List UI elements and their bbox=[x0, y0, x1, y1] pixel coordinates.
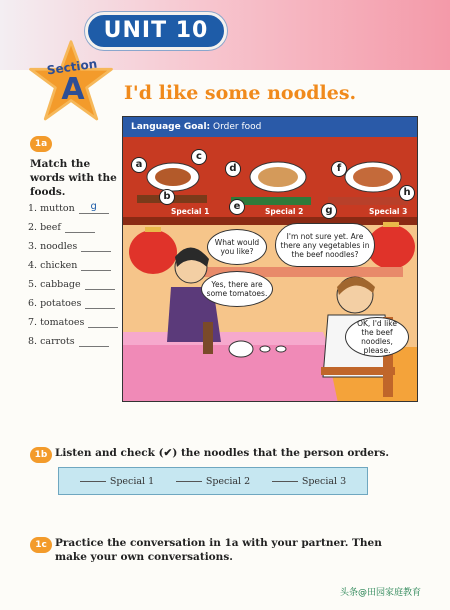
special-label-1: Special 1 bbox=[171, 207, 210, 216]
list-item: 6. potatoes bbox=[28, 290, 128, 309]
option-special-1[interactable]: Special 1 bbox=[80, 476, 154, 487]
answer-blank[interactable]: g bbox=[79, 202, 109, 214]
answer-blank[interactable] bbox=[85, 278, 115, 290]
unit-title: UNIT 10 bbox=[85, 12, 227, 50]
exercise-badge-1b: 1b bbox=[30, 447, 52, 463]
scene-drawing bbox=[123, 117, 418, 402]
list-item: 4. chicken bbox=[28, 252, 128, 271]
food-letter-g: g bbox=[321, 203, 337, 219]
speech-bubble-customer-order: OK, I'd like the beef noodles, please. bbox=[345, 317, 409, 357]
restaurant-illustration bbox=[122, 116, 418, 402]
list-item: 1. mutton g bbox=[28, 195, 128, 214]
list-item: 5. cabbage bbox=[28, 271, 128, 290]
check-blank[interactable] bbox=[176, 481, 202, 482]
check-blank[interactable] bbox=[272, 481, 298, 482]
option-special-2[interactable]: Special 2 bbox=[176, 476, 250, 487]
food-letter-b: b bbox=[159, 189, 175, 205]
answer-blank[interactable] bbox=[81, 259, 111, 271]
check-blank[interactable] bbox=[80, 481, 106, 482]
food-letter-e: e bbox=[229, 199, 245, 215]
answer-blank[interactable] bbox=[79, 335, 109, 347]
section-letter: A bbox=[61, 72, 85, 107]
food-letter-d: d bbox=[225, 161, 241, 177]
answer-blank[interactable] bbox=[85, 297, 115, 309]
special-label-3: Special 3 bbox=[369, 207, 408, 216]
speech-bubble-waitress-question: What would you like? bbox=[207, 229, 267, 265]
food-letter-c: c bbox=[191, 149, 207, 165]
section-label: Section bbox=[46, 56, 98, 78]
answer-blank[interactable] bbox=[65, 221, 95, 233]
option-special-3[interactable]: Special 3 bbox=[272, 476, 346, 487]
list-item: 7. tomatoes bbox=[28, 309, 128, 328]
answer-blank[interactable] bbox=[88, 316, 118, 328]
word-list bbox=[28, 195, 128, 347]
special-label-2: Special 2 bbox=[265, 207, 304, 216]
list-item: 2. beef bbox=[28, 214, 128, 233]
watermark: 头条@田园家庭教育 bbox=[340, 588, 422, 598]
noodle-options-box bbox=[58, 467, 368, 495]
page-title: I'd like some noodles. bbox=[124, 82, 357, 104]
listen-instruction: Listen and check (✔) the noodles that the person orders. bbox=[55, 447, 390, 459]
speech-bubble-waitress-answer: Yes, there are some tomatoes. bbox=[201, 271, 273, 307]
language-goal-bar: Language Goal: Order food bbox=[123, 117, 418, 137]
food-letter-a: a bbox=[131, 157, 147, 173]
match-instruction: Match the words with the foods. bbox=[30, 158, 117, 198]
exercise-badge-1a: 1a bbox=[30, 136, 52, 152]
list-item: 8. carrots bbox=[28, 328, 128, 347]
exercise-badge-1c: 1c bbox=[30, 537, 52, 553]
food-letter-f: f bbox=[331, 161, 347, 177]
answer-blank[interactable] bbox=[81, 240, 111, 252]
list-item: 3. noodles bbox=[28, 233, 128, 252]
practice-instruction: Practice the conversation in 1a with your partner. Then make your own conversations. bbox=[55, 537, 382, 563]
food-letter-h: h bbox=[399, 185, 415, 201]
speech-bubble-customer-question: I'm not sure yet. Are there any vegetables in the beef noodles? bbox=[275, 223, 375, 267]
